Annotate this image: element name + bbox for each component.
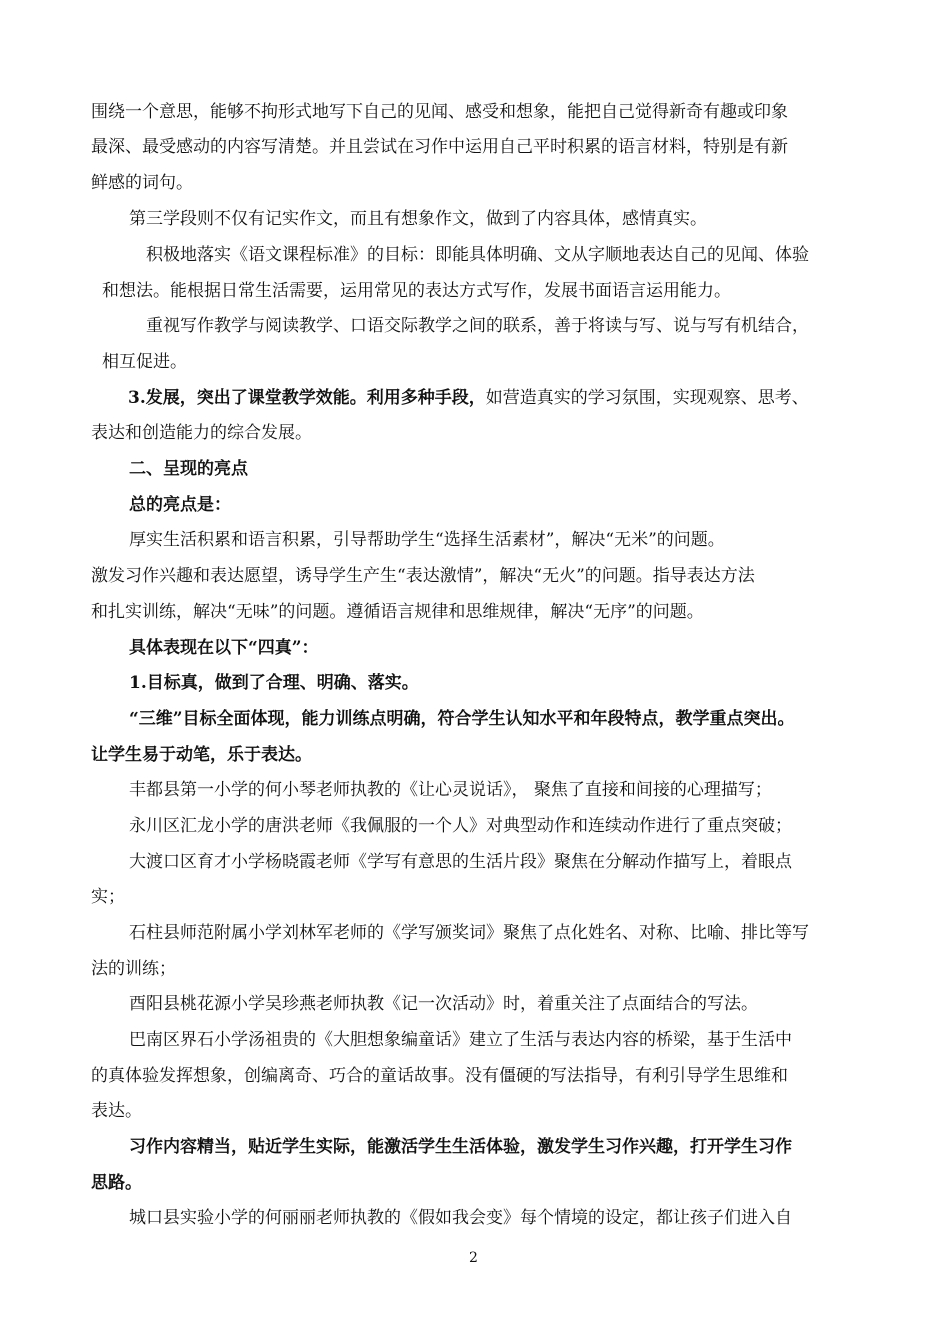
subheading: 总的亮点是： [129, 495, 231, 515]
text-line: 围绕一个意思，能够不拘形式地写下自己的见闻、感受和想象，能把自己觉得新奇有趣或印象 [91, 102, 788, 122]
text-line: 法的训练； [91, 959, 176, 979]
text-line: 相互促进。 [102, 352, 187, 372]
bold-line: 习作内容精当，贴近学生实际，能激活学生生活体验，激发学生习作兴趣，打开学生习作 [129, 1137, 792, 1157]
text-line: 第三学段则不仅有记实作文，而且有想象作文，做到了内容具体，感情真实。 [129, 209, 707, 229]
text-line [128, 386, 809, 410]
text-line: 酉阳县桃花源小学吴珍燕老师执教《记一次活动》时，着重关注了点面结合的写法。 [129, 994, 758, 1014]
text-line: 和想法。能根据日常生活需要，运用常见的表达方式写作，发展书面语言运用能力。 [102, 281, 731, 301]
text-line: 永川区汇龙小学的唐洪老师《我佩服的一个人》对典型动作和连续动作进行了重点突破； [129, 816, 792, 836]
page-number: 2 [469, 1250, 478, 1266]
text-line: 城口县实验小学的何丽丽老师执教的《假如我会变》每个情境的设定，都让孩子们进入自 [129, 1208, 792, 1228]
text-line: 表达和创造能力的综合发展。 [91, 423, 312, 443]
text-line: 实； [91, 887, 125, 907]
text-line: 积极地落实《语文课程标准》的目标：即能具体明确、文从字顺地表达自己的见闻、体验 [146, 245, 809, 265]
text-line: 和扎实训练，解决“无味”的问题。遵循语言规律和思维规律，解决“无序”的问题。 [91, 602, 704, 622]
text-line: 石柱县师范附属小学刘林军老师的《学写颁奖词》聚焦了点化姓名、对称、比喻、排比等写 [129, 923, 809, 943]
text-fragment: 如营造真实的学习氛围，实现观察、思考、 [485, 388, 809, 408]
text-line: 激发习作兴趣和表达愿望，诱导学生产生“表达激情”，解决“无火”的问题。指导表达方法 [91, 566, 755, 586]
text-line: 丰都县第一小学的何小琴老师执教的《让心灵说话》， 聚焦了直接和间接的心理描写； [129, 780, 772, 800]
subheading: 1.目标真，做到了合理、明确、落实。 [129, 673, 419, 693]
text-line: 鲜感的词句。 [91, 173, 193, 193]
text-line: 重视写作教学与阅读教学、口语交际教学之间的联系，善于将读与写、说与写有机结合， [146, 316, 809, 336]
bold-line: 让学生易于动笔，乐于表达。 [91, 745, 312, 765]
bold-heading-fragment: 3.发展，突出了课堂教学效能。利用多种手段， [128, 388, 486, 408]
text-line: 厚实生活积累和语言积累，引导帮助学生“选择生活素材”，解决“无米”的问题。 [129, 530, 725, 550]
bold-line: “三维”目标全面体现，能力训练点明确，符合学生认知水平和年段特点，教学重点突出。 [129, 709, 795, 729]
bold-line: 思路。 [91, 1173, 142, 1193]
text-line: 大渡口区育才小学杨晓霞老师《学写有意思的生活片段》聚焦在分解动作描写上，着眼点 [129, 852, 792, 872]
subheading: 具体表现在以下“四真”： [129, 638, 319, 658]
text-line: 最深、最受感动的内容写清楚。并且尝试在习作中运用自己平时积累的语言材料，特别是有新 [91, 137, 788, 157]
section-heading: 二、呈现的亮点 [129, 459, 248, 479]
text-line: 的真体验发挥想象，创编离奇、巧合的童话故事。没有僵硬的写法指导，有利引导学生思维和 [91, 1066, 788, 1086]
text-line: 表达。 [91, 1101, 142, 1121]
text-line: 巴南区界石小学汤祖贵的《大胆想象编童话》建立了生活与表达内容的桥梁，基于生活中 [129, 1030, 792, 1050]
